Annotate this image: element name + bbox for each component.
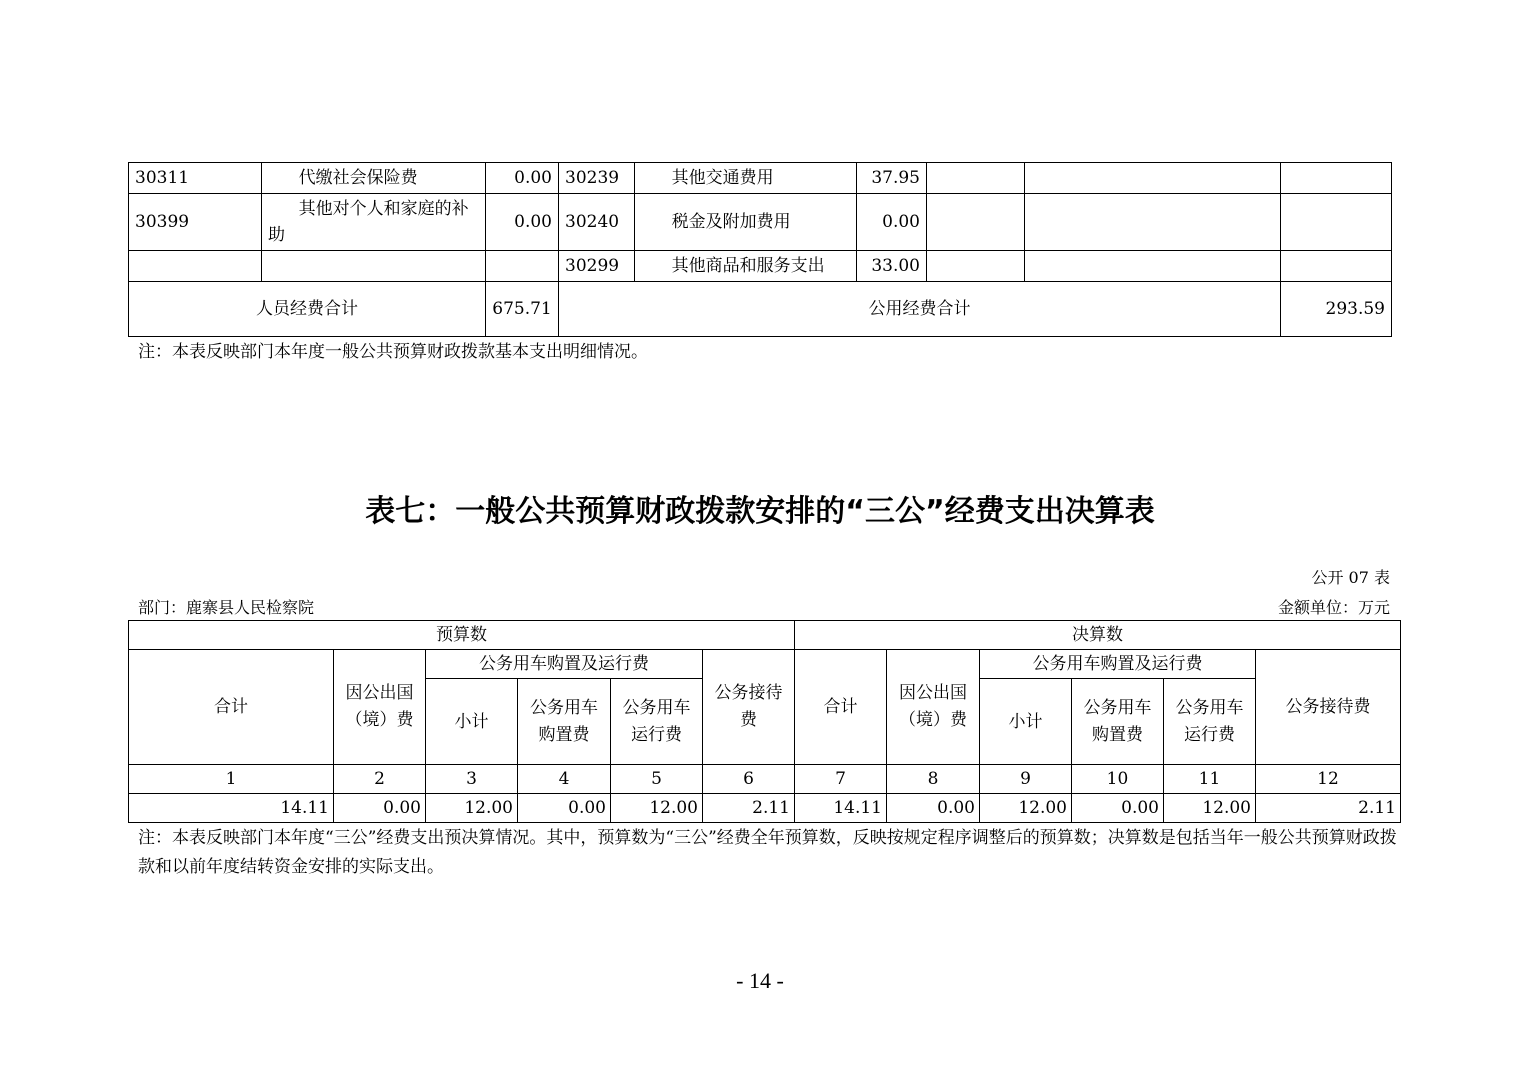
col-subtotal: 小计	[980, 679, 1072, 765]
econ-name: 代缴社会保险费	[262, 163, 486, 194]
col-purchase: 公务用车购置费	[518, 679, 611, 765]
empty-cell	[927, 251, 1025, 282]
table-row	[129, 163, 1392, 194]
column-number: 6	[703, 765, 795, 794]
empty-cell	[927, 194, 1025, 251]
col-purchase: 公务用车购置费	[1072, 679, 1164, 765]
table-row	[129, 194, 1392, 251]
table-row	[129, 251, 1392, 282]
empty-cell	[1281, 163, 1392, 194]
value-cell: 12.00	[426, 794, 518, 823]
value-cell: 2.11	[703, 794, 795, 823]
column-number: 2	[334, 765, 426, 794]
econ-name: 其他交通费用	[635, 163, 857, 194]
column-number: 4	[518, 765, 611, 794]
econ-code: 30299	[559, 251, 635, 282]
table6-note: 注：本表反映部门本年度一般公共预算财政拨款基本支出明细情况。	[138, 342, 648, 362]
econ-name	[262, 251, 486, 282]
col-vehicle: 公务用车购置及运行费	[980, 650, 1256, 679]
empty-cell	[1281, 194, 1392, 251]
value-cell: 2.11	[1256, 794, 1401, 823]
column-number: 1	[129, 765, 334, 794]
value-cell: 0.00	[887, 794, 980, 823]
column-number: 10	[1072, 765, 1164, 794]
econ-code: 30399	[129, 194, 262, 251]
econ-code: 30311	[129, 163, 262, 194]
amount: 0.00	[857, 194, 927, 251]
econ-name: 税金及附加费用	[635, 194, 857, 251]
column-number: 9	[980, 765, 1072, 794]
budget-header: 预算数	[129, 621, 795, 650]
table6-tail	[128, 162, 1392, 337]
econ-code	[129, 251, 262, 282]
amount: 0.00	[486, 163, 559, 194]
public-total-label: 公用经费合计	[559, 282, 1281, 337]
table7-note: 注：本表反映部门本年度“三公”经费支出预决算情况。其中，预算数为“三公”经费全年预算数，反映按规定程序调整后的预算数；决算数是包括当年一般公共预算财政拨款和以前年度结转资金安排的实际支出。	[138, 828, 1397, 877]
value-cell: 12.00	[980, 794, 1072, 823]
value-cell: 0.00	[334, 794, 426, 823]
column-number-row	[129, 765, 1401, 794]
totals-row	[129, 282, 1392, 337]
unit-label: 金额单位：万元	[1277, 598, 1390, 617]
col-operation: 公务用车运行费	[611, 679, 703, 765]
header-row	[129, 650, 1401, 679]
col-subtotal: 小计	[426, 679, 518, 765]
amount	[486, 251, 559, 282]
column-number: 12	[1256, 765, 1401, 794]
col-total: 合计	[795, 650, 887, 765]
personnel-total-label: 人员经费合计	[129, 282, 486, 337]
header-row	[129, 621, 1401, 650]
econ-name: 其他对个人和家庭的补助	[262, 194, 486, 251]
final-header: 决算数	[795, 621, 1401, 650]
empty-cell	[1025, 251, 1281, 282]
personnel-total-value: 675.71	[486, 282, 559, 337]
column-number: 8	[887, 765, 980, 794]
public-total-value: 293.59	[1281, 282, 1392, 337]
value-cell: 14.11	[795, 794, 887, 823]
column-number: 3	[426, 765, 518, 794]
col-reception: 公务接待费	[1256, 650, 1401, 765]
empty-cell	[927, 163, 1025, 194]
department-label: 部门：鹿寨县人民检察院	[138, 598, 315, 617]
value-cell: 0.00	[518, 794, 611, 823]
page-number: - 14 -	[736, 968, 784, 993]
econ-code: 30240	[559, 194, 635, 251]
value-cell: 0.00	[1072, 794, 1164, 823]
econ-name: 其他商品和服务支出	[635, 251, 857, 282]
page-title: 表七：一般公共预算财政拨款安排的“三公”经费支出决算表	[365, 494, 1155, 529]
amount: 0.00	[486, 194, 559, 251]
form-number: 公开 07 表	[1311, 568, 1390, 587]
col-vehicle: 公务用车购置及运行费	[426, 650, 703, 679]
empty-cell	[1281, 251, 1392, 282]
col-abroad: 因公出国（境）费	[887, 650, 980, 765]
value-cell: 12.00	[1164, 794, 1256, 823]
column-number: 5	[611, 765, 703, 794]
amount: 37.95	[857, 163, 927, 194]
value-cell: 12.00	[611, 794, 703, 823]
value-cell: 14.11	[129, 794, 334, 823]
column-number: 11	[1164, 765, 1256, 794]
empty-cell	[1025, 163, 1281, 194]
amount: 33.00	[857, 251, 927, 282]
econ-code: 30239	[559, 163, 635, 194]
col-total: 合计	[129, 650, 334, 765]
value-row	[129, 794, 1401, 823]
column-number: 7	[795, 765, 887, 794]
empty-cell	[1025, 194, 1281, 251]
three-public-expenses-table	[128, 620, 1401, 823]
col-abroad: 因公出国（境）费	[334, 650, 426, 765]
col-operation: 公务用车运行费	[1164, 679, 1256, 765]
col-reception: 公务接待费	[703, 650, 795, 765]
